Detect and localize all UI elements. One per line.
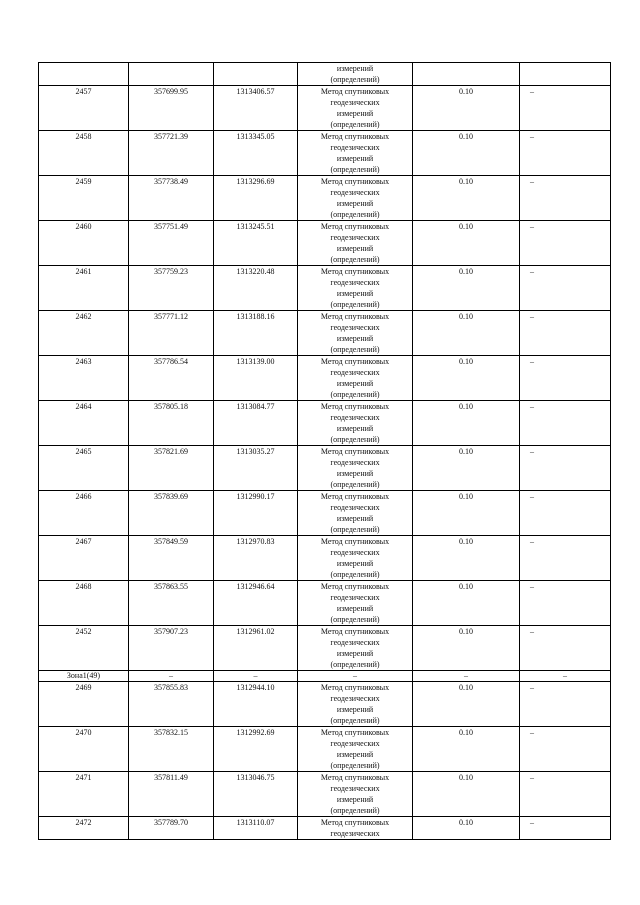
method-cell: –	[298, 671, 413, 682]
point-number-cell: Зона1(49)	[39, 671, 129, 682]
accuracy-cell: 0.10	[413, 266, 520, 311]
accuracy-cell: 0.10	[413, 86, 520, 131]
accuracy-cell: 0.10	[413, 581, 520, 626]
note-cell: –	[520, 221, 611, 266]
accuracy-cell: 0.10	[413, 727, 520, 772]
table-row	[39, 131, 611, 176]
x-coordinate-cell: 357811.49	[129, 772, 214, 817]
accuracy-cell: 0.10	[413, 401, 520, 446]
x-coordinate-cell: 357863.55	[129, 581, 214, 626]
table-row	[39, 446, 611, 491]
table-row	[39, 356, 611, 401]
y-coordinate-cell	[214, 63, 298, 86]
y-coordinate-cell: 1313084.77	[214, 401, 298, 446]
y-coordinate-cell: 1312992.69	[214, 727, 298, 772]
note-cell: –	[520, 401, 611, 446]
method-cell: Метод спутниковых геодезических измерений (определений)	[298, 682, 413, 727]
method-cell: измерений (определений)	[298, 63, 413, 86]
table-row	[39, 626, 611, 671]
table-row	[39, 727, 611, 772]
y-coordinate-cell: 1313139.00	[214, 356, 298, 401]
point-number-cell: 2467	[39, 536, 129, 581]
note-cell: –	[520, 727, 611, 772]
y-coordinate-cell: –	[214, 671, 298, 682]
x-coordinate-cell: 357821.69	[129, 446, 214, 491]
method-cell: Метод спутниковых геодезических измерений (определений)	[298, 581, 413, 626]
note-cell: –	[520, 311, 611, 356]
note-cell: –	[520, 446, 611, 491]
note-cell: –	[520, 491, 611, 536]
y-coordinate-cell: 1313345.05	[214, 131, 298, 176]
table-row	[39, 491, 611, 536]
note-cell: –	[520, 536, 611, 581]
table-row	[39, 772, 611, 817]
x-coordinate-cell	[129, 63, 214, 86]
y-coordinate-cell: 1312961.02	[214, 626, 298, 671]
note-cell: –	[520, 671, 611, 682]
x-coordinate-cell: 357771.12	[129, 311, 214, 356]
x-coordinate-cell: 357699.95	[129, 86, 214, 131]
y-coordinate-cell: 1313296.69	[214, 176, 298, 221]
method-cell: Метод спутниковых геодезических измерений (определений)	[298, 491, 413, 536]
accuracy-cell: 0.10	[413, 311, 520, 356]
accuracy-cell: 0.10	[413, 772, 520, 817]
note-cell: –	[520, 581, 611, 626]
y-coordinate-cell: 1313035.27	[214, 446, 298, 491]
point-number-cell: 2469	[39, 682, 129, 727]
method-cell: Метод спутниковых геодезических измерений (определений)	[298, 727, 413, 772]
x-coordinate-cell: 357839.69	[129, 491, 214, 536]
accuracy-cell: 0.10	[413, 817, 520, 840]
table-row	[39, 63, 611, 86]
note-cell: –	[520, 176, 611, 221]
point-number-cell	[39, 63, 129, 86]
x-coordinate-cell: 357805.18	[129, 401, 214, 446]
method-cell: Метод спутниковых геодезических измерений (определений)	[298, 401, 413, 446]
table-row	[39, 536, 611, 581]
x-coordinate-cell: 357789.70	[129, 817, 214, 840]
accuracy-cell: 0.10	[413, 626, 520, 671]
x-coordinate-cell: 357751.49	[129, 221, 214, 266]
x-coordinate-cell: 357907.23	[129, 626, 214, 671]
note-cell: –	[520, 626, 611, 671]
method-cell: Метод спутниковых геодезических измерений (определений)	[298, 131, 413, 176]
table-row	[39, 266, 611, 311]
point-number-cell: 2465	[39, 446, 129, 491]
y-coordinate-cell: 1312946.64	[214, 581, 298, 626]
table-row	[39, 682, 611, 727]
x-coordinate-cell: 357786.54	[129, 356, 214, 401]
point-number-cell: 2458	[39, 131, 129, 176]
method-cell: Метод спутниковых геодезических	[298, 817, 413, 840]
method-cell: Метод спутниковых геодезических измерений (определений)	[298, 626, 413, 671]
coordinates-table-body	[39, 63, 611, 840]
note-cell: –	[520, 817, 611, 840]
point-number-cell: 2452	[39, 626, 129, 671]
y-coordinate-cell: 1313406.57	[214, 86, 298, 131]
accuracy-cell: 0.10	[413, 491, 520, 536]
x-coordinate-cell: 357721.39	[129, 131, 214, 176]
note-cell: –	[520, 682, 611, 727]
accuracy-cell: 0.10	[413, 682, 520, 727]
x-coordinate-cell: –	[129, 671, 214, 682]
method-cell: Метод спутниковых геодезических измерений (определений)	[298, 446, 413, 491]
x-coordinate-cell: 357832.15	[129, 727, 214, 772]
table-row	[39, 221, 611, 266]
accuracy-cell: –	[413, 671, 520, 682]
y-coordinate-cell: 1312970.83	[214, 536, 298, 581]
method-cell: Метод спутниковых геодезических измерений (определений)	[298, 86, 413, 131]
point-number-cell: 2457	[39, 86, 129, 131]
method-cell: Метод спутниковых геодезических измерений (определений)	[298, 221, 413, 266]
y-coordinate-cell: 1312944.10	[214, 682, 298, 727]
note-cell: –	[520, 131, 611, 176]
method-cell: Метод спутниковых геодезических измерений (определений)	[298, 356, 413, 401]
point-number-cell: 2464	[39, 401, 129, 446]
table-row	[39, 581, 611, 626]
y-coordinate-cell: 1313110.07	[214, 817, 298, 840]
y-coordinate-cell: 1313046.75	[214, 772, 298, 817]
note-cell: –	[520, 266, 611, 311]
note-cell: –	[520, 356, 611, 401]
point-number-cell: 2472	[39, 817, 129, 840]
point-number-cell: 2460	[39, 221, 129, 266]
table-row	[39, 176, 611, 221]
table-row	[39, 311, 611, 356]
point-number-cell: 2471	[39, 772, 129, 817]
y-coordinate-cell: 1312990.17	[214, 491, 298, 536]
note-cell: –	[520, 86, 611, 131]
accuracy-cell: 0.10	[413, 446, 520, 491]
accuracy-cell: 0.10	[413, 221, 520, 266]
x-coordinate-cell: 357738.49	[129, 176, 214, 221]
method-cell: Метод спутниковых геодезических измерений (определений)	[298, 772, 413, 817]
x-coordinate-cell: 357849.59	[129, 536, 214, 581]
method-cell: Метод спутниковых геодезических измерений (определений)	[298, 176, 413, 221]
accuracy-cell: 0.10	[413, 176, 520, 221]
accuracy-cell: 0.10	[413, 536, 520, 581]
table-row	[39, 86, 611, 131]
point-number-cell: 2463	[39, 356, 129, 401]
note-cell	[520, 63, 611, 86]
accuracy-cell: 0.10	[413, 356, 520, 401]
point-number-cell: 2470	[39, 727, 129, 772]
note-cell: –	[520, 772, 611, 817]
table-row	[39, 817, 611, 840]
accuracy-cell: 0.10	[413, 131, 520, 176]
point-number-cell: 2466	[39, 491, 129, 536]
method-cell: Метод спутниковых геодезических измерений (определений)	[298, 266, 413, 311]
coordinates-table	[38, 62, 611, 840]
y-coordinate-cell: 1313245.51	[214, 221, 298, 266]
zone-row	[39, 671, 611, 682]
point-number-cell: 2468	[39, 581, 129, 626]
x-coordinate-cell: 357855.83	[129, 682, 214, 727]
table-row	[39, 401, 611, 446]
point-number-cell: 2462	[39, 311, 129, 356]
y-coordinate-cell: 1313220.48	[214, 266, 298, 311]
point-number-cell: 2459	[39, 176, 129, 221]
y-coordinate-cell: 1313188.16	[214, 311, 298, 356]
x-coordinate-cell: 357759.23	[129, 266, 214, 311]
accuracy-cell	[413, 63, 520, 86]
method-cell: Метод спутниковых геодезических измерений (определений)	[298, 311, 413, 356]
point-number-cell: 2461	[39, 266, 129, 311]
method-cell: Метод спутниковых геодезических измерений (определений)	[298, 536, 413, 581]
